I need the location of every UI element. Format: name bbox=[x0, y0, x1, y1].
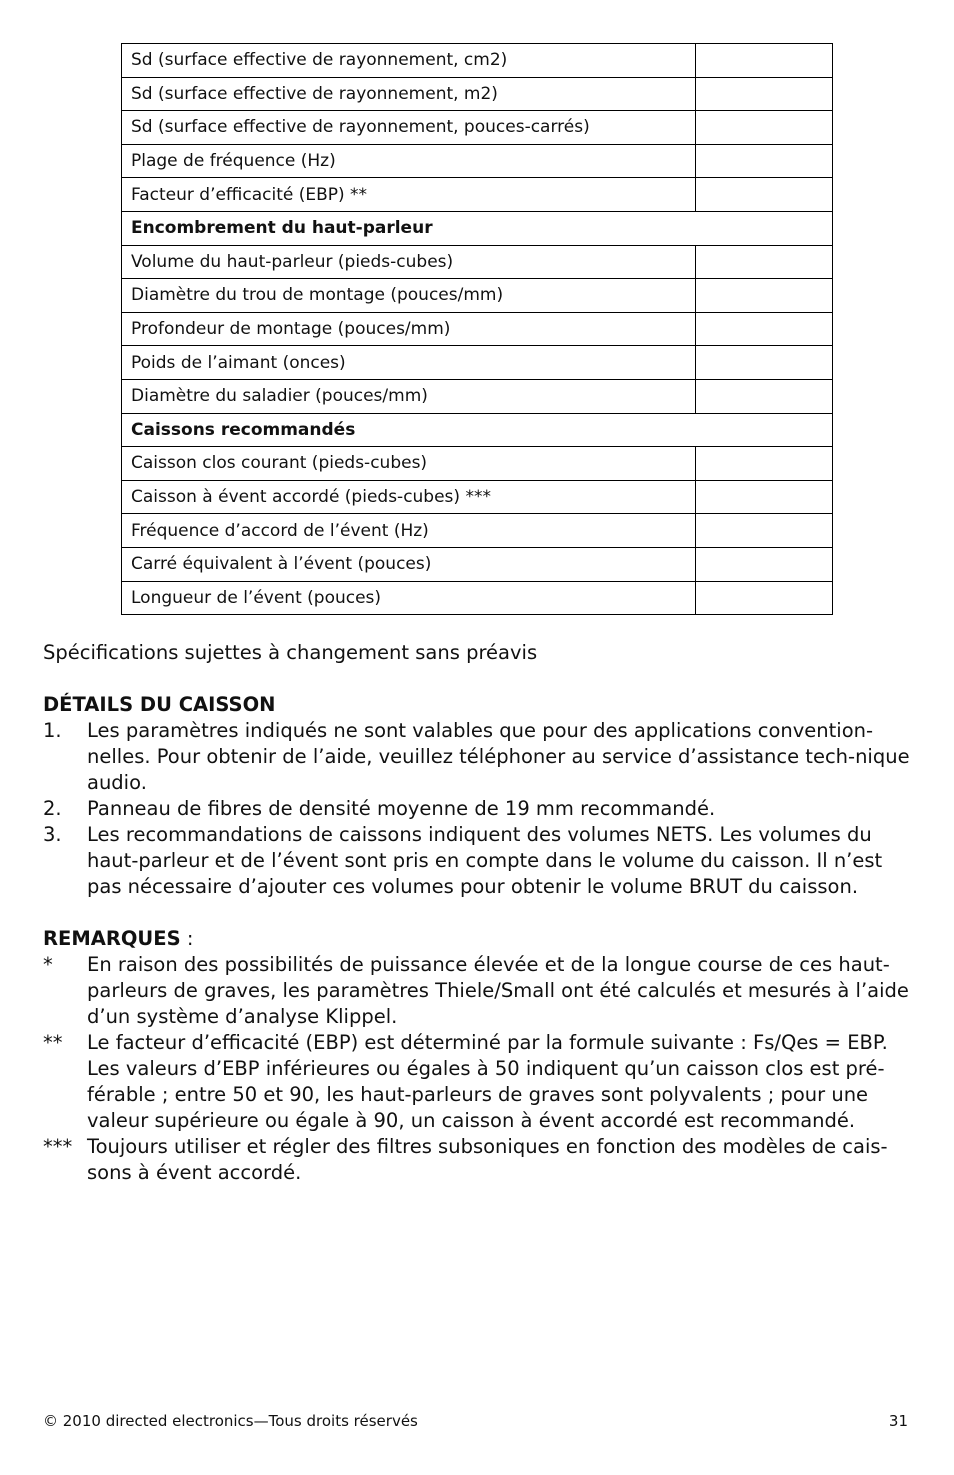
remarks-heading-line bbox=[43, 926, 913, 952]
parameter-value bbox=[696, 547, 833, 581]
table-section-row bbox=[122, 413, 833, 447]
remarks-heading: REMARQUES bbox=[43, 927, 181, 950]
parameter-value bbox=[696, 178, 833, 212]
spec-table-body bbox=[122, 44, 833, 615]
remarks-section bbox=[43, 926, 913, 1186]
section-heading: Caissons recommandés bbox=[122, 413, 833, 447]
remark-item bbox=[43, 1134, 913, 1186]
parameter-label: Diamètre du trou de montage (pouces/mm) bbox=[122, 279, 696, 313]
parameter-value bbox=[696, 514, 833, 548]
table-row bbox=[122, 77, 833, 111]
parameter-label: Sd (surface effective de rayonnement, pouces-carrés) bbox=[122, 111, 696, 145]
parameter-value bbox=[696, 77, 833, 111]
remark-marker: *** bbox=[43, 1135, 73, 1158]
details-text: Les recommandations de caissons indiquent des volumes NETS. Les volumes du haut-parleur et de l’évent sont pris en compte dans le volume du caisson. Il n’est pas nécessaire d’ajouter ces volumes pour obtenir le volume BRUT du caisson. bbox=[87, 823, 883, 898]
page-number: 31 bbox=[888, 1412, 908, 1430]
parameter-value bbox=[696, 245, 833, 279]
spec-table bbox=[121, 43, 833, 615]
table-row bbox=[122, 447, 833, 481]
parameter-value bbox=[696, 581, 833, 615]
table-row bbox=[122, 312, 833, 346]
table-section-row bbox=[122, 211, 833, 245]
footer-copyright: © 2010 directed electronics—Tous droits réservés bbox=[43, 1412, 418, 1430]
remark-text: Le facteur d’efficacité (EBP) est déterminé par la formule suivante : Fs/Qes = EBP. Les valeurs d’EBP inférieures ou égales à 50 indiquent qu’un caisson clos est pré-férable ; entre 50 et 90, les haut-parleurs de graves sont polyvalents ; pour une valeur supérieure ou égale à 90, un caisson à évent accordé est recommandé. bbox=[87, 1031, 888, 1132]
parameter-label: Longueur de l’évent (pouces) bbox=[122, 581, 696, 615]
parameter-label: Sd (surface effective de rayonnement, m2) bbox=[122, 77, 696, 111]
table-row bbox=[122, 111, 833, 145]
remark-marker: ** bbox=[43, 1031, 63, 1054]
parameter-value bbox=[696, 447, 833, 481]
details-item bbox=[43, 796, 913, 822]
remark-text: Toujours utiliser et régler des filtres subsoniques en fonction des modèles de cais-sons à évent accordé. bbox=[87, 1135, 888, 1184]
parameter-value bbox=[696, 279, 833, 313]
details-text: Panneau de fibres de densité moyenne de 19 mm recommandé. bbox=[87, 797, 716, 820]
parameter-value bbox=[696, 44, 833, 78]
details-item bbox=[43, 718, 913, 796]
parameter-label: Caisson à évent accordé (pieds-cubes) *** bbox=[122, 480, 696, 514]
table-row bbox=[122, 581, 833, 615]
remark-marker: * bbox=[43, 953, 53, 976]
table-row bbox=[122, 44, 833, 78]
table-row bbox=[122, 514, 833, 548]
parameter-value bbox=[696, 346, 833, 380]
details-text: Les paramètres indiqués ne sont valables que pour des applications convention-nelles. Pour obtenir de l’aide, veuillez téléphoner au service d’assistance tech-nique audio. bbox=[87, 719, 910, 794]
details-list bbox=[43, 718, 913, 900]
details-item bbox=[43, 822, 913, 900]
details-marker: 2. bbox=[43, 797, 62, 820]
table-row bbox=[122, 346, 833, 380]
parameter-label: Poids de l’aimant (onces) bbox=[122, 346, 696, 380]
details-marker: 3. bbox=[43, 823, 62, 846]
parameter-label: Facteur d’efficacité (EBP) ** bbox=[122, 178, 696, 212]
parameter-label: Caisson clos courant (pieds-cubes) bbox=[122, 447, 696, 481]
section-heading: Encombrement du haut-parleur bbox=[122, 211, 833, 245]
parameter-label: Carré équivalent à l’évent (pouces) bbox=[122, 547, 696, 581]
parameter-label: Profondeur de montage (pouces/mm) bbox=[122, 312, 696, 346]
table-row bbox=[122, 480, 833, 514]
table-row bbox=[122, 547, 833, 581]
details-heading: DÉTAILS DU CAISSON bbox=[43, 693, 276, 716]
spec-note: Spécifications sujettes à changement sans préavis bbox=[43, 641, 538, 664]
parameter-label: Diamètre du saladier (pouces/mm) bbox=[122, 379, 696, 413]
remarks-heading-suffix: : bbox=[180, 927, 194, 950]
table-row bbox=[122, 144, 833, 178]
parameter-label: Plage de fréquence (Hz) bbox=[122, 144, 696, 178]
parameter-value bbox=[696, 480, 833, 514]
remark-item bbox=[43, 952, 913, 1030]
table-row bbox=[122, 245, 833, 279]
details-section bbox=[43, 692, 913, 900]
parameter-label: Volume du haut-parleur (pieds-cubes) bbox=[122, 245, 696, 279]
remarks-list bbox=[43, 952, 913, 1186]
parameter-value bbox=[696, 312, 833, 346]
remark-text: En raison des possibilités de puissance élevée et de la longue course de ces haut-parleurs de graves, les paramètres Thiele/Small ont été calculés et mesurés à l’aide d’un système d’analyse Klippel. bbox=[87, 953, 909, 1028]
parameter-label: Sd (surface effective de rayonnement, cm2) bbox=[122, 44, 696, 78]
details-marker: 1. bbox=[43, 719, 62, 742]
parameter-value bbox=[696, 111, 833, 145]
parameter-value bbox=[696, 379, 833, 413]
table-row bbox=[122, 279, 833, 313]
table-row bbox=[122, 379, 833, 413]
table-row bbox=[122, 178, 833, 212]
parameter-value bbox=[696, 144, 833, 178]
parameter-label: Fréquence d’accord de l’évent (Hz) bbox=[122, 514, 696, 548]
remark-item bbox=[43, 1030, 913, 1134]
